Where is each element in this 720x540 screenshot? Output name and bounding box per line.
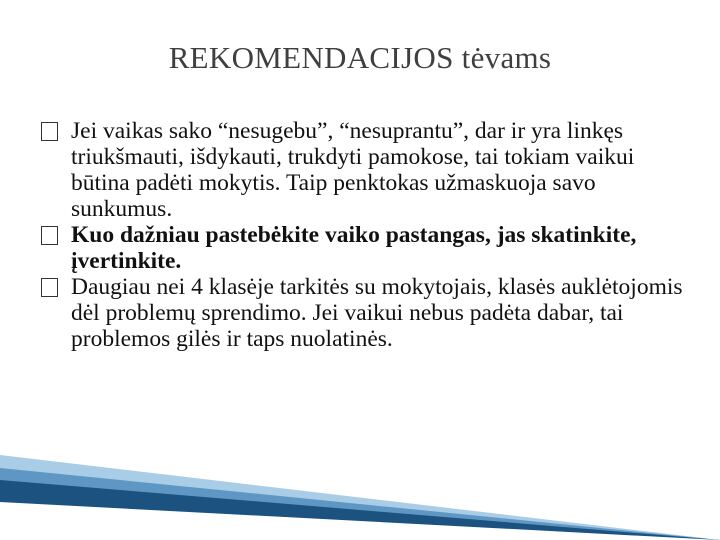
- bullet-text: Jei vaikas sako “nesugebu”, “nesuprantu”, dar ir yra linkęs triukšmauti, išdykauti, trukdyti pamokose, tai tokiam vaikui būtina padėti mokytis. Taip penktokas užmaskuoja savo sunkumus.: [71, 118, 635, 222]
- bullet-text: Kuo dažniau pastebėkite vaiko pastangas, jas skatinkite, įvertinkite.: [71, 222, 637, 274]
- checkbox-bullet-icon: [41, 226, 58, 245]
- bullet-text: Daugiau nei 4 klasėje tarkitės su mokytojais, klasės auklėtojomis dėl problemų sprendimo. Jei vaikui nebus padėta dabar, tai problemos gilės ir taps nuolatinės.: [71, 274, 683, 352]
- bullet-item: [41, 118, 691, 222]
- slide-title: REKOMENDACIJOS tėvams: [168, 40, 552, 75]
- bullet-item: [41, 274, 691, 352]
- checkbox-bullet-icon: [41, 122, 58, 141]
- decorative-swoosh: [0, 440, 720, 540]
- bullet-item: [41, 222, 691, 274]
- bullet-list: [41, 118, 691, 352]
- checkbox-bullet-icon: [41, 278, 58, 297]
